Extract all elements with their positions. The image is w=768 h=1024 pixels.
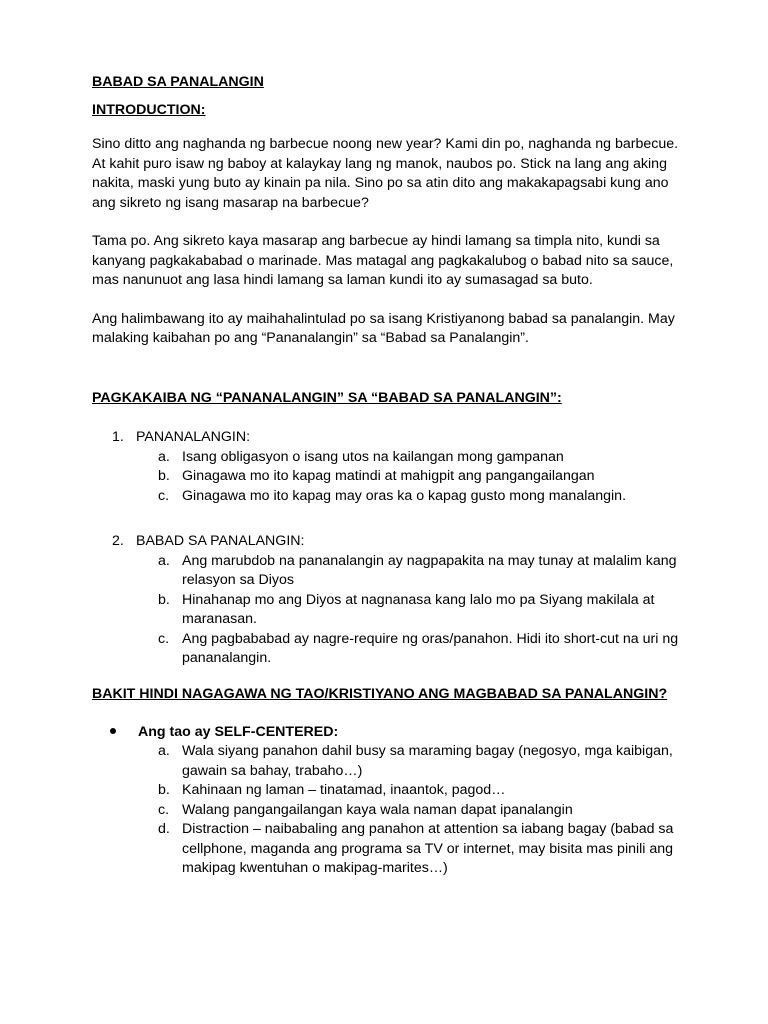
numbered-item-2	[92, 532, 692, 669]
list-item	[158, 487, 692, 507]
list-letter: b.	[158, 782, 170, 798]
intro-paragraph-1: Sino ditto ang naghanda ng barbecue noong new year? Kami din po, naghanda ng barbecue. At kahit puro isaw ng baboy at kalaykay lang ng manok, naubos po. Stick na lang ang aking nakita, maski yung buto ay kinain pa nila. Sino po sa atin dito ang makakapagsabi kung ano ang sikreto ng isang masarap na barbecue?	[92, 136, 679, 211]
list-text: Hinahanap mo ang Diyos at nagnanasa kang lalo mo pa Siyang makilala at maranasan.	[182, 591, 655, 627]
list-item	[158, 552, 692, 591]
numbered-item-label: PANANALANGIN:	[136, 429, 251, 445]
sub-list	[92, 448, 692, 507]
list-text: Walang pangangailangan kaya wala naman dapat ipanalangin	[182, 801, 573, 818]
list-item	[158, 801, 692, 821]
list-text: Wala siyang panahon dahil busy sa maraming bagay (negosyo, mga kaibigan, gawain sa bahay, trabaho…)	[182, 743, 673, 779]
sub-list	[92, 552, 692, 669]
list-text: Ang marubdob na pananalangin ay nagpapakita na may tunay at malalim kang relasyon sa Diyos	[182, 552, 677, 588]
number-label: 2.	[112, 533, 124, 549]
list-item	[158, 742, 692, 781]
numbered-item-1	[92, 428, 692, 506]
document-title: BABAD SA PANALANGIN	[92, 74, 264, 90]
list-letter: c.	[158, 801, 170, 818]
list-letter: a.	[158, 552, 170, 569]
number-label: 1.	[112, 429, 124, 445]
list-item	[158, 820, 692, 879]
list-text: Kahinaan ng laman – tinatamad, inaantok, pagod…	[182, 782, 506, 798]
bullet-item	[92, 723, 692, 743]
difference-heading: PAGKAKAIBA NG “PANANALANGIN” SA “BABAD SA PANALANGIN”:	[92, 389, 562, 406]
list-text: Ginagawa mo ito kapag matindi at mahigpit ang pangangailangan	[182, 468, 595, 484]
list-letter: a.	[158, 743, 170, 759]
list-text: Ginagawa mo ito kapag may oras ka o kapag gusto mong manalangin.	[182, 487, 627, 504]
intro-paragraph-2: Tama po. Ang sikreto kaya masarap ang barbecue ay hindi lamang sa timpla nito, kundi sa kanyang pagkakababad o marinade. Mas matagal ang pagkakalubog o babad nito sa sauce, mas nanunuot ang lasa hindi lamang sa laman kundi ito ay sumasagad sa buto.	[92, 233, 674, 288]
list-letter: d.	[158, 821, 170, 837]
numbered-item-label: BABAD SA PANALANGIN:	[136, 533, 305, 549]
list-item	[158, 781, 692, 801]
list-text: Isang obligasyon o isang utos na kailangan mong gampanan	[182, 448, 564, 465]
intro-paragraph-3: Ang halimbawang ito ay maihahalintulad po sa isang Kristiyanong babad sa panalangin. May malaking kaibahan po ang “Pananalangin” sa “Babad sa Panalangin”.	[92, 310, 675, 346]
why-heading: BAKIT HINDI NAGAGAWA NG TAO/KRISTIYANO ANG MAGBABAD SA PANALANGIN?	[92, 685, 668, 702]
list-text: Distraction – naibabaling ang panahon at attention sa iabang bagay (babad sa cellphone, maganda ang programa sa TV or internet, may bisita mas pinili ang makipag kwentuhan o makipag-marites…)	[182, 821, 674, 876]
list-item	[158, 630, 692, 669]
list-letter: b.	[158, 468, 170, 484]
list-letter: c.	[158, 630, 170, 647]
sub-list	[92, 742, 692, 879]
bullet-label: Ang tao ay SELF-CENTERED:	[138, 723, 339, 740]
list-letter: c.	[158, 487, 170, 504]
list-letter: a.	[158, 448, 170, 465]
list-letter: b.	[158, 591, 170, 608]
list-item	[158, 448, 692, 468]
introduction-heading: INTRODUCTION:	[92, 101, 206, 118]
document-page	[92, 73, 692, 879]
list-item	[158, 467, 692, 487]
list-text: Ang pagbababad ay nagre-require ng oras/panahon. Hidi ito short-cut na uri ng pananalangin.	[182, 630, 679, 666]
list-item	[158, 591, 692, 630]
bullet-icon	[110, 723, 138, 743]
